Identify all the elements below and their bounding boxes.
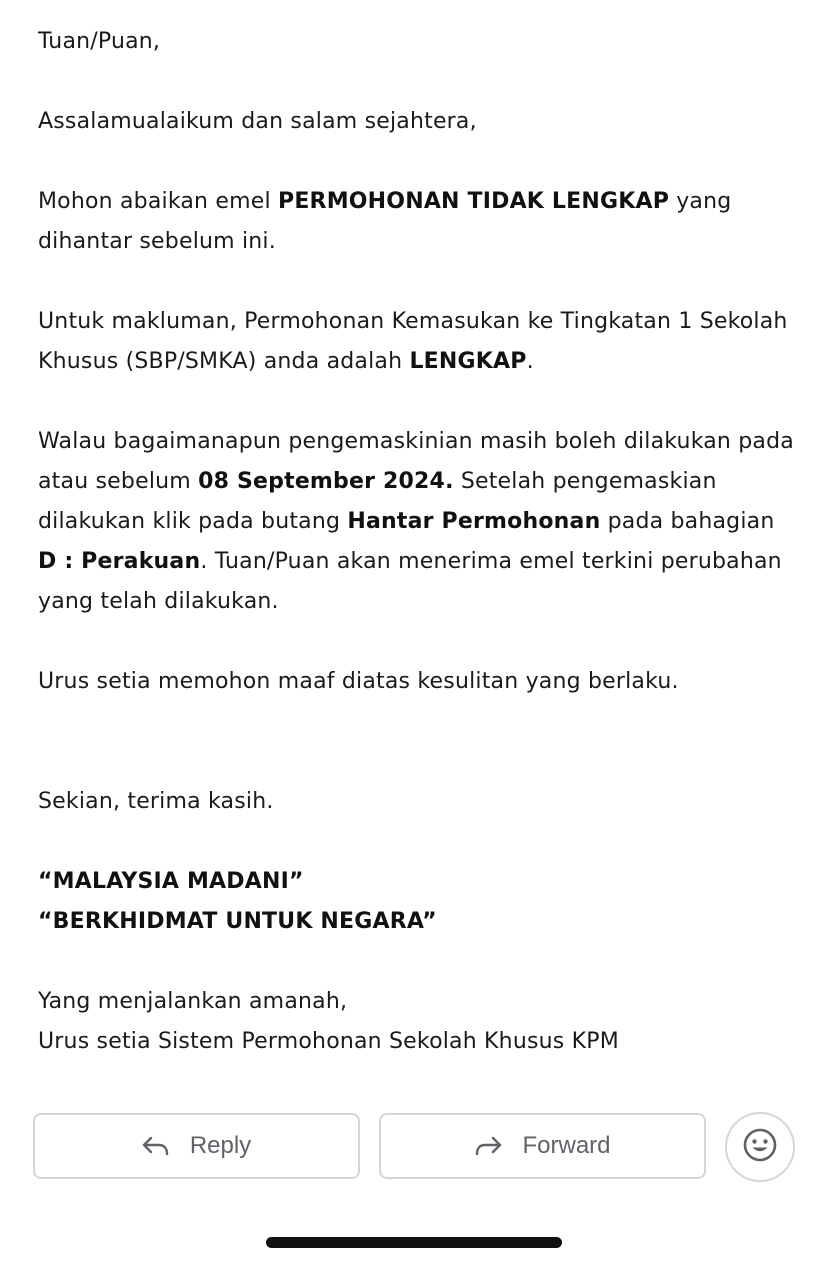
motto-2-text: “BERKHIDMAT UNTUK NEGARA” <box>38 909 437 934</box>
p3-text-4: . Tuan/Puan akan menerima emel terkini perubahan yang telah dilakukan. <box>38 549 782 614</box>
p3-bold-date: 08 September 2024. <box>198 469 454 494</box>
p2-bold-complete: LENGKAP <box>409 349 527 374</box>
reply-button[interactable] <box>33 1113 360 1179</box>
apology-line: Urus setia memohon maaf diatas kesulitan yang berlaku. <box>38 669 679 694</box>
closing-line: Sekian, terima kasih. <box>38 789 274 814</box>
p3-text-1: Walau bagaimanapun pengemaskinian masih boleh dilakukan pada atau sebelum <box>38 429 794 494</box>
paragraph-ignore-email <box>38 182 798 262</box>
reply-label: Reply <box>189 1132 252 1159</box>
p2-text-1: Untuk makluman, Permohonan Kemasukan ke Tingkatan 1 Sekolah Khusus (SBP/SMKA) anda adalah <box>38 309 788 374</box>
forward-label: Forward <box>522 1132 611 1159</box>
p1-text-2: yang dihantar sebelum ini. <box>38 189 732 254</box>
paragraph-complete <box>38 302 798 382</box>
forward-icon <box>474 1135 502 1157</box>
forward-button[interactable] <box>379 1113 706 1179</box>
motto-line-2 <box>38 902 798 942</box>
email-body <box>38 22 798 1062</box>
p3-text-2: Setelah pengemaskian dilakukan klik pada butang <box>38 469 717 534</box>
emoji-reaction-button[interactable] <box>725 1112 795 1182</box>
motto-line-1 <box>38 862 798 902</box>
emoji-smile-icon <box>742 1127 778 1167</box>
home-indicator[interactable] <box>266 1237 562 1248</box>
p2-text-2: . <box>526 349 534 374</box>
paragraph-update-info <box>38 422 798 622</box>
p3-text-3: pada bahagian <box>600 509 775 534</box>
p3-bold-submit: Hantar Permohonan <box>347 509 601 534</box>
reply-icon <box>142 1135 170 1157</box>
motto-1-text: “MALAYSIA MADANI” <box>38 869 304 894</box>
p1-bold-incomplete: PERMOHONAN TIDAK LENGKAP <box>278 189 670 214</box>
p1-text-1: Mohon abaikan emel <box>38 189 278 214</box>
signature-line-1: Yang menjalankan amanah, <box>38 989 348 1014</box>
p3-bold-section: D : Perakuan <box>38 549 201 574</box>
signature-line-2: Urus setia Sistem Permohonan Sekolah Khusus KPM <box>38 1029 619 1054</box>
greeting: Tuan/Puan, <box>38 29 161 54</box>
salam-line: Assalamualaikum dan salam sejahtera, <box>38 109 477 134</box>
